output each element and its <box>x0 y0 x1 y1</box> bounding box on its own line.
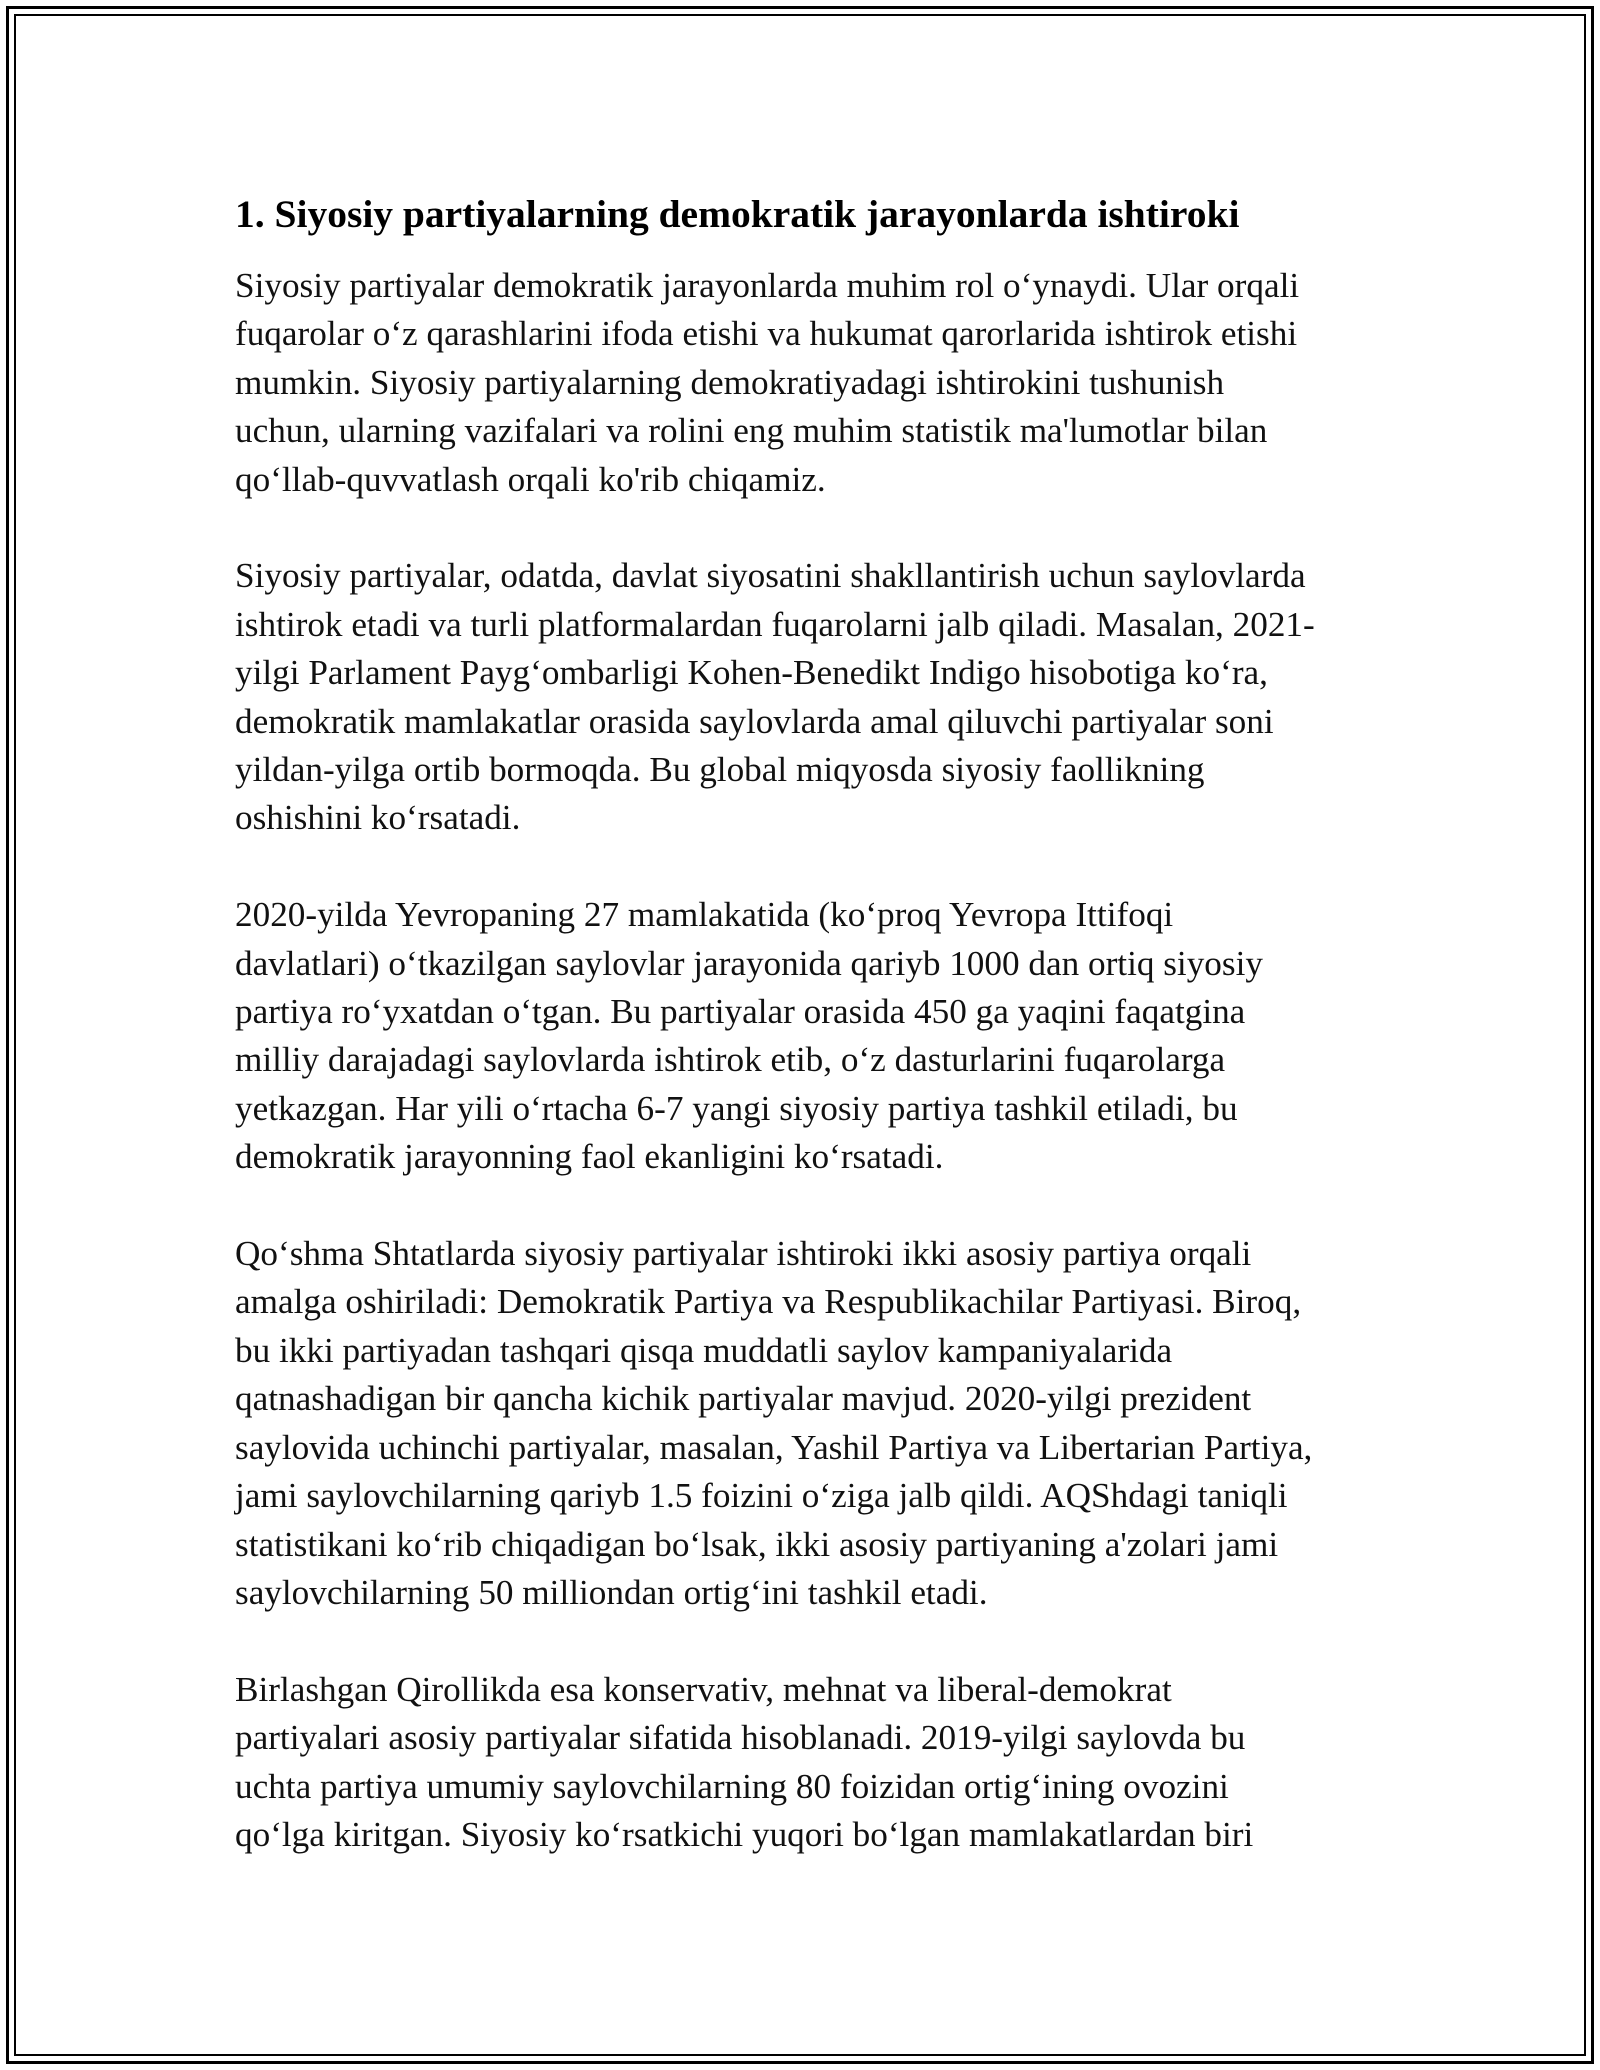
text-line: jami saylovchilarning qariyb 1.5 foizini o‘ziga jalb qildi. AQShdagi taniqli <box>235 1476 1288 1516</box>
paragraph-1 <box>235 262 1375 504</box>
text-line: partiyalari asosiy partiyalar sifatida hisoblanadi. 2019-yilgi saylovda bu <box>235 1718 1246 1758</box>
text-line: demokratik jarayonning faol ekanligini ko‘rsatadi. <box>235 1137 944 1177</box>
text-line: demokratik mamlakatlar orasida saylovlarda amal qiluvchi partiyalar soni <box>235 701 1274 741</box>
paragraph-2 <box>235 552 1375 842</box>
text-line: saylovchilarning 50 milliondan ortig‘ini tashkil etadi. <box>235 1572 988 1612</box>
text-line: Siyosiy partiyalar, odatda, davlat siyosatini shakllantirish uchun saylovlarda <box>235 556 1306 596</box>
text-line: bu ikki partiyadan tashqari qisqa muddatli saylov kampaniyalarida <box>235 1330 1173 1370</box>
text-line: partiya ro‘yxatdan o‘tgan. Bu partiyalar orasida 450 ga yaqini faqatgina <box>235 992 1246 1032</box>
text-line: yilgi Parlament Payg‘ombarligi Kohen-Benedikt Indigo hisobotiga ko‘ra, <box>235 653 1268 693</box>
text-line: milliy darajadagi saylovlarda ishtirok etib, o‘z dasturlarini fuqarolarga <box>235 1040 1226 1080</box>
text-line: Birlashgan Qirollikda esa konservativ, mehnat va liberal-demokrat <box>235 1669 1172 1709</box>
text-line: qo‘llab-quvvatlash orqali ko'rib chiqamiz. <box>235 459 826 499</box>
text-line: yetkazgan. Har yili o‘rtacha 6-7 yangi siyosiy partiya tashkil etiladi, bu <box>235 1088 1238 1128</box>
text-line: qatnashadigan bir qancha kichik partiyalar mavjud. 2020-yilgi prezident <box>235 1379 1252 1419</box>
text-line: Siyosiy partiyalar demokratik jarayonlarda muhim rol o‘ynaydi. Ular orqali <box>235 266 1300 305</box>
text-line: statistikani ko‘rib chiqadigan bo‘lsak, ikki asosiy partiyaning a'zolari jami <box>235 1524 1279 1564</box>
text-line: uchun, ularning vazifalari va rolini eng muhim statistik ma'lumotlar bilan <box>235 411 1268 451</box>
text-line: yildan-yilga ortib bormoqda. Bu global miqyosda siyosiy faollikning <box>235 750 1205 790</box>
text-line: 2020-yilda Yevropaning 27 mamlakatida (ko‘proq Yevropa Ittifoqi <box>235 895 1174 935</box>
text-line: mumkin. Siyosiy partiyalarning demokratiyadagi ishtirokini tushunish <box>235 362 1225 402</box>
text-line: saylovida uchinchi partiyalar, masalan, Yashil Partiya va Libertarian Partiya, <box>235 1427 1313 1467</box>
text-line: fuqarolar o‘z qarashlarini ifoda etishi va hukumat qarorlarida ishtirok etishi <box>235 314 1298 354</box>
paragraph-3 <box>235 891 1375 1181</box>
document-body <box>235 188 1375 1908</box>
text-line: ishtirok etadi va turli platformalardan fuqarolarni jalb qiladi. Masalan, 2021- <box>235 604 1315 644</box>
paragraph-4 <box>235 1230 1375 1617</box>
text-line: amalga oshiriladi: Demokratik Partiya va Respublikachilar Partiyasi. Biroq, <box>235 1282 1302 1322</box>
text-line: oshishini ko‘rsatadi. <box>235 798 521 838</box>
text-line: davlatlari) o‘tkazilgan saylovlar jarayonida qariyb 1000 dan ortiq siyosiy <box>235 943 1263 983</box>
text-line: Qo‘shma Shtatlarda siyosiy partiyalar ishtiroki ikki asosiy partiya orqali <box>235 1234 1252 1274</box>
section-heading: 1. Siyosiy partiyalarning demokratik jarayonlarda ishtiroki <box>235 192 1240 236</box>
text-line: uchta partiya umumiy saylovchilarning 80 foizidan ortig‘ining ovozini <box>235 1766 1229 1806</box>
paragraph-5 <box>235 1666 1375 1860</box>
text-line: qo‘lga kiritgan. Siyosiy ko‘rsatkichi yuqori bo‘lgan mamlakatlardan biri <box>235 1814 1254 1854</box>
